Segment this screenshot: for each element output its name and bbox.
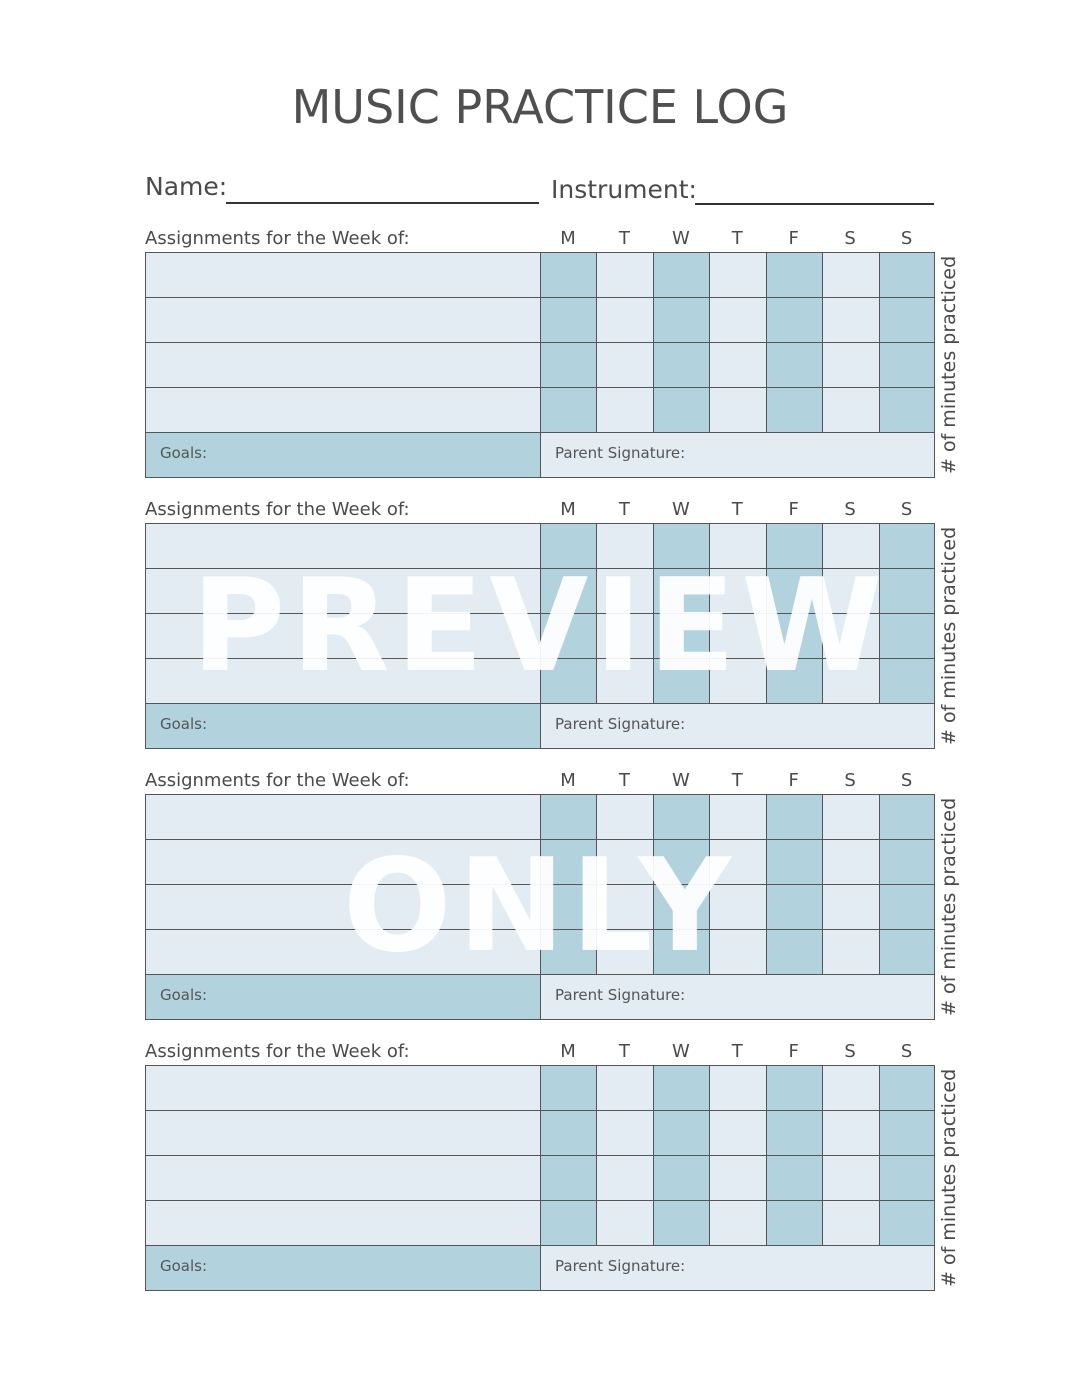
minutes-cell[interactable] [710, 253, 766, 298]
day-label: F [788, 228, 799, 249]
minutes-cell[interactable] [823, 524, 879, 569]
assignment-cell[interactable] [146, 930, 541, 975]
assignment-cell[interactable] [146, 524, 541, 569]
minutes-cell[interactable] [767, 1201, 823, 1246]
day-label: T [618, 228, 630, 249]
day-label: S [900, 1041, 913, 1062]
minutes-practiced-label: # of minutes practiced [938, 526, 960, 745]
minutes-cell[interactable] [880, 253, 934, 298]
minutes-cell[interactable] [880, 1156, 934, 1201]
minutes-cell[interactable] [597, 298, 653, 343]
minutes-cell[interactable] [654, 840, 710, 885]
minutes-cell[interactable] [654, 1201, 710, 1246]
minutes-cell[interactable] [541, 1156, 597, 1201]
minutes-cell[interactable] [767, 388, 823, 433]
parent-signature-cell[interactable] [541, 1246, 934, 1290]
assignment-cell[interactable] [146, 659, 541, 704]
minutes-cell[interactable] [654, 343, 710, 388]
minutes-cell[interactable] [767, 569, 823, 614]
minutes-cell[interactable] [710, 885, 766, 930]
minutes-cell[interactable] [880, 1066, 934, 1111]
parent-signature-label: Parent Signature: [555, 715, 686, 733]
parent-signature-cell[interactable] [541, 704, 934, 748]
minutes-cell[interactable] [767, 343, 823, 388]
minutes-cell[interactable] [597, 1201, 653, 1246]
minutes-practiced-label: # of minutes practiced [938, 1068, 960, 1287]
goals-cell[interactable] [146, 704, 541, 748]
day-label: T [731, 499, 743, 520]
day-label: S [844, 1041, 856, 1062]
assignment-cell[interactable] [146, 298, 541, 343]
day-label: W [671, 228, 690, 249]
practice-grid [145, 523, 935, 749]
minutes-cell[interactable] [823, 1066, 879, 1111]
minutes-cell[interactable] [823, 1156, 879, 1201]
minutes-cell[interactable] [710, 840, 766, 885]
minutes-cell[interactable] [710, 343, 766, 388]
minutes-cell[interactable] [823, 569, 879, 614]
minutes-cell[interactable] [880, 930, 934, 975]
minutes-cell[interactable] [654, 298, 710, 343]
day-label: S [844, 499, 856, 520]
week-header-label: Assignments for the Week of: [145, 499, 410, 520]
day-label: W [671, 499, 690, 520]
minutes-cell[interactable] [654, 1156, 710, 1201]
goals-label: Goals: [160, 986, 208, 1004]
goals-label: Goals: [160, 444, 208, 462]
minutes-cell[interactable] [541, 298, 597, 343]
parent-signature-cell[interactable] [541, 433, 934, 477]
minutes-cell[interactable] [654, 930, 710, 975]
minutes-cell[interactable] [654, 614, 710, 659]
minutes-cell[interactable] [880, 840, 934, 885]
minutes-cell[interactable] [823, 1201, 879, 1246]
assignment-cell[interactable] [146, 795, 541, 840]
minutes-cell[interactable] [541, 614, 597, 659]
day-label: S [900, 228, 913, 249]
minutes-cell[interactable] [654, 253, 710, 298]
goals-cell[interactable] [146, 433, 541, 477]
minutes-cell[interactable] [654, 885, 710, 930]
minutes-cell[interactable] [767, 1066, 823, 1111]
minutes-cell[interactable] [710, 298, 766, 343]
week-section [0, 499, 1080, 770]
minutes-cell[interactable] [823, 253, 879, 298]
assignment-cell[interactable] [146, 1201, 541, 1246]
minutes-cell[interactable] [541, 253, 597, 298]
day-label: T [731, 228, 743, 249]
minutes-cell[interactable] [880, 795, 934, 840]
goals-label: Goals: [160, 715, 208, 733]
minutes-cell[interactable] [710, 569, 766, 614]
minutes-cell[interactable] [541, 885, 597, 930]
day-label: F [788, 1041, 799, 1062]
day-label: M [560, 770, 576, 791]
assignment-cell[interactable] [146, 1111, 541, 1156]
minutes-cell[interactable] [880, 1111, 934, 1156]
practice-grid [145, 252, 935, 478]
practice-grid [145, 794, 935, 1020]
minutes-cell[interactable] [597, 885, 653, 930]
day-label: S [900, 499, 913, 520]
goals-cell[interactable] [146, 975, 541, 1019]
minutes-cell[interactable] [541, 840, 597, 885]
minutes-cell[interactable] [710, 614, 766, 659]
minutes-cell[interactable] [597, 253, 653, 298]
week-section [0, 770, 1080, 1041]
minutes-cell[interactable] [541, 1111, 597, 1156]
day-label: M [560, 499, 576, 520]
minutes-cell[interactable] [880, 298, 934, 343]
minutes-cell[interactable] [823, 298, 879, 343]
name-line[interactable] [226, 202, 539, 204]
day-label: W [671, 1041, 690, 1062]
day-label: M [560, 1041, 576, 1062]
assignment-cell[interactable] [146, 614, 541, 659]
day-label: S [900, 770, 913, 791]
assignment-cell[interactable] [146, 885, 541, 930]
minutes-practiced-label: # of minutes practiced [938, 255, 960, 474]
minutes-cell[interactable] [597, 1066, 653, 1111]
assignment-cell[interactable] [146, 388, 541, 433]
minutes-cell[interactable] [597, 1111, 653, 1156]
minutes-cell[interactable] [880, 524, 934, 569]
minutes-cell[interactable] [597, 930, 653, 975]
minutes-cell[interactable] [880, 885, 934, 930]
minutes-cell[interactable] [710, 795, 766, 840]
day-label: T [618, 499, 630, 520]
minutes-cell[interactable] [880, 659, 934, 704]
week-header-label: Assignments for the Week of: [145, 1041, 410, 1062]
day-label: T [618, 770, 630, 791]
day-label: T [731, 770, 743, 791]
minutes-cell[interactable] [767, 1111, 823, 1156]
day-label: F [788, 499, 799, 520]
minutes-cell[interactable] [654, 569, 710, 614]
parent-signature-label: Parent Signature: [555, 1257, 686, 1275]
practice-grid [145, 1065, 935, 1291]
day-label: T [618, 1041, 630, 1062]
minutes-cell[interactable] [767, 930, 823, 975]
minutes-cell[interactable] [710, 1156, 766, 1201]
week-header-label: Assignments for the Week of: [145, 770, 410, 791]
minutes-cell[interactable] [880, 388, 934, 433]
minutes-cell[interactable] [823, 840, 879, 885]
day-label: W [671, 770, 690, 791]
minutes-cell[interactable] [597, 1156, 653, 1201]
minutes-cell[interactable] [710, 1111, 766, 1156]
instrument-line[interactable] [695, 203, 934, 205]
minutes-cell[interactable] [880, 569, 934, 614]
minutes-cell[interactable] [541, 659, 597, 704]
minutes-cell[interactable] [654, 1066, 710, 1111]
watermark-line-1: PREVIEW [191, 552, 889, 701]
day-label: S [844, 228, 856, 249]
goals-label: Goals: [160, 1257, 208, 1275]
parent-signature-label: Parent Signature: [555, 986, 686, 1004]
day-label: T [731, 1041, 743, 1062]
goals-cell[interactable] [146, 1246, 541, 1290]
assignment-cell[interactable] [146, 253, 541, 298]
minutes-cell[interactable] [597, 659, 653, 704]
minutes-cell[interactable] [710, 930, 766, 975]
day-label: M [560, 228, 576, 249]
assignment-cell[interactable] [146, 569, 541, 614]
instrument-label: Instrument: [551, 175, 697, 204]
minutes-cell[interactable] [767, 524, 823, 569]
week-section [0, 1041, 1080, 1312]
minutes-cell[interactable] [823, 659, 879, 704]
watermark-line-2: ONLY [342, 832, 738, 981]
minutes-cell[interactable] [654, 659, 710, 704]
minutes-cell[interactable] [541, 1066, 597, 1111]
minutes-cell[interactable] [767, 298, 823, 343]
minutes-cell[interactable] [710, 1066, 766, 1111]
minutes-cell[interactable] [710, 659, 766, 704]
minutes-cell[interactable] [597, 569, 653, 614]
minutes-practiced-label: # of minutes practiced [938, 797, 960, 1016]
parent-signature-cell[interactable] [541, 975, 934, 1019]
minutes-cell[interactable] [654, 388, 710, 433]
minutes-cell[interactable] [541, 930, 597, 975]
minutes-cell[interactable] [541, 524, 597, 569]
minutes-cell[interactable] [823, 614, 879, 659]
minutes-cell[interactable] [823, 343, 879, 388]
minutes-cell[interactable] [823, 795, 879, 840]
parent-signature-label: Parent Signature: [555, 444, 686, 462]
day-label: F [788, 770, 799, 791]
name-label: Name: [145, 172, 228, 201]
minutes-cell[interactable] [597, 343, 653, 388]
minutes-cell[interactable] [880, 614, 934, 659]
minutes-cell[interactable] [880, 1201, 934, 1246]
minutes-cell[interactable] [767, 795, 823, 840]
minutes-cell[interactable] [767, 253, 823, 298]
minutes-cell[interactable] [541, 388, 597, 433]
minutes-cell[interactable] [541, 343, 597, 388]
minutes-cell[interactable] [597, 840, 653, 885]
minutes-cell[interactable] [767, 659, 823, 704]
minutes-cell[interactable] [767, 614, 823, 659]
minutes-cell[interactable] [767, 1156, 823, 1201]
minutes-cell[interactable] [597, 388, 653, 433]
minutes-cell[interactable] [710, 388, 766, 433]
minutes-cell[interactable] [823, 885, 879, 930]
day-label: S [844, 770, 856, 791]
assignment-cell[interactable] [146, 1066, 541, 1111]
assignment-cell[interactable] [146, 1156, 541, 1201]
minutes-cell[interactable] [654, 524, 710, 569]
assignment-cell[interactable] [146, 840, 541, 885]
minutes-cell[interactable] [823, 930, 879, 975]
minutes-cell[interactable] [541, 1201, 597, 1246]
week-section [0, 228, 1080, 499]
minutes-cell[interactable] [710, 524, 766, 569]
minutes-cell[interactable] [880, 343, 934, 388]
week-header-label: Assignments for the Week of: [145, 228, 410, 249]
minutes-cell[interactable] [823, 1111, 879, 1156]
minutes-cell[interactable] [541, 569, 597, 614]
page-title: MUSIC PRACTICE LOG [291, 80, 789, 134]
minutes-cell[interactable] [710, 1201, 766, 1246]
minutes-cell[interactable] [654, 1111, 710, 1156]
minutes-cell[interactable] [597, 614, 653, 659]
minutes-cell[interactable] [823, 388, 879, 433]
minutes-cell[interactable] [541, 795, 597, 840]
minutes-cell[interactable] [767, 840, 823, 885]
minutes-cell[interactable] [654, 795, 710, 840]
minutes-cell[interactable] [597, 524, 653, 569]
assignment-cell[interactable] [146, 343, 541, 388]
minutes-cell[interactable] [767, 885, 823, 930]
minutes-cell[interactable] [597, 795, 653, 840]
